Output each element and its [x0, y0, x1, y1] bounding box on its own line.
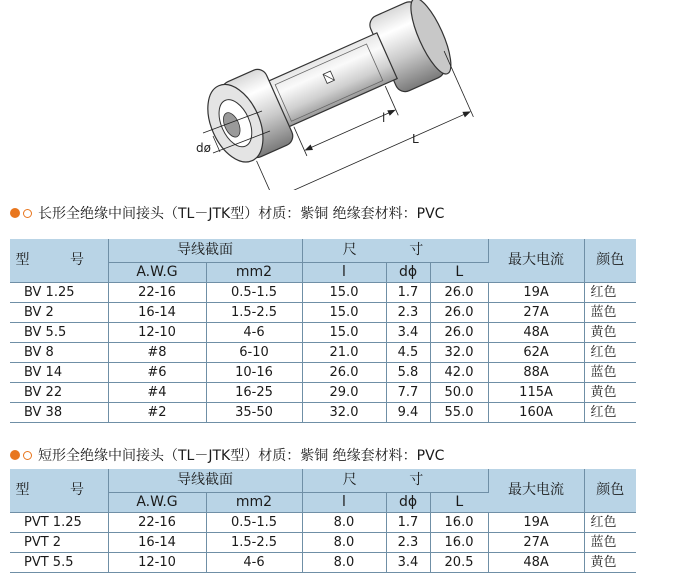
cell-l: 32.0: [302, 403, 386, 423]
cell-awg: #8: [108, 343, 206, 363]
cell-mm2: 10-16: [206, 363, 302, 383]
header-dphi: dϕ: [386, 263, 430, 283]
header-color: 颜色: [584, 469, 636, 513]
cell-current: 48A: [488, 323, 584, 343]
cell-color: 红色: [584, 513, 636, 533]
dim-d-label: dø: [196, 141, 211, 155]
header-size: 尺 寸: [302, 469, 488, 493]
cell-mm2: 1.5-2.5: [206, 303, 302, 323]
table-row: [10, 303, 636, 323]
table-row: [10, 343, 636, 363]
cell-model: PVT 2: [10, 533, 108, 553]
header-dphi: dϕ: [386, 493, 430, 513]
cell-current: 19A: [488, 513, 584, 533]
bullet-ring-icon: [23, 209, 32, 218]
table-row: [10, 403, 636, 423]
cell-dphi: 2.3: [386, 533, 430, 553]
table-row: [10, 513, 636, 533]
cell-model: BV 14: [10, 363, 108, 383]
bullet-filled-icon: [10, 450, 20, 460]
header-size: 尺 寸: [302, 239, 488, 263]
header-L: L: [430, 493, 488, 513]
header-awg: A.W.G: [108, 493, 206, 513]
cell-l: 15.0: [302, 303, 386, 323]
cell-awg: #6: [108, 363, 206, 383]
cell-color: 蓝色: [584, 533, 636, 553]
cell-awg: 12-10: [108, 323, 206, 343]
cell-color: 红色: [584, 403, 636, 423]
cell-mm2: 1.5-2.5: [206, 533, 302, 553]
table-row: [10, 553, 636, 573]
cell-awg: #2: [108, 403, 206, 423]
section2-table: [10, 469, 636, 573]
butt-connector-drawing: [0, 0, 690, 190]
cell-dphi: 5.8: [386, 363, 430, 383]
cell-mm2: 16-25: [206, 383, 302, 403]
bullet-ring-icon: [23, 451, 32, 460]
cell-current: 27A: [488, 533, 584, 553]
cell-color: 蓝色: [584, 363, 636, 383]
cell-l: 8.0: [302, 553, 386, 573]
cell-mm2: 4-6: [206, 323, 302, 343]
cell-color: 蓝色: [584, 303, 636, 323]
cell-model: PVT 1.25: [10, 513, 108, 533]
cell-current: 48A: [488, 553, 584, 573]
cell-L: 16.0: [430, 513, 488, 533]
cell-current: 19A: [488, 283, 584, 303]
cell-dphi: 3.4: [386, 553, 430, 573]
cell-awg: 12-10: [108, 553, 206, 573]
header-model: 型 号: [10, 469, 108, 513]
cell-model: BV 22: [10, 383, 108, 403]
cell-l: 8.0: [302, 513, 386, 533]
cell-awg: 16-14: [108, 303, 206, 323]
header-current: 最大电流: [488, 239, 584, 283]
cell-L: 32.0: [430, 343, 488, 363]
cell-current: 62A: [488, 343, 584, 363]
cell-l: 15.0: [302, 283, 386, 303]
cell-color: 黄色: [584, 553, 636, 573]
header-l: l: [302, 493, 386, 513]
cell-l: 29.0: [302, 383, 386, 403]
cell-l: 21.0: [302, 343, 386, 363]
cell-L: 16.0: [430, 533, 488, 553]
cell-color: 红色: [584, 283, 636, 303]
cell-mm2: 6-10: [206, 343, 302, 363]
section1-title: [10, 203, 444, 223]
cell-mm2: 35-50: [206, 403, 302, 423]
header-model: 型 号: [10, 239, 108, 283]
dim-L-label: L: [412, 132, 419, 146]
cell-dphi: 9.4: [386, 403, 430, 423]
cell-model: BV 8: [10, 343, 108, 363]
header-mm2: mm2: [206, 263, 302, 283]
cell-color: 黄色: [584, 323, 636, 343]
cell-dphi: 7.7: [386, 383, 430, 403]
cell-dphi: 1.7: [386, 283, 430, 303]
cell-dphi: 3.4: [386, 323, 430, 343]
header-L: L: [430, 263, 488, 283]
cell-model: BV 1.25: [10, 283, 108, 303]
cell-dphi: 1.7: [386, 513, 430, 533]
cell-current: 88A: [488, 363, 584, 383]
section1-table: [10, 239, 636, 423]
cell-mm2: 4-6: [206, 553, 302, 573]
cell-model: PVT 5.5: [10, 553, 108, 573]
cell-model: BV 5.5: [10, 323, 108, 343]
header-mm2: mm2: [206, 493, 302, 513]
section2-title-text: 短形全绝缘中间接头（TL－JTK型）材质：紫铜 绝缘套材料：PVC: [38, 448, 445, 464]
cell-l: 8.0: [302, 533, 386, 553]
cell-L: 55.0: [430, 403, 488, 423]
cell-current: 160A: [488, 403, 584, 423]
cell-awg: 16-14: [108, 533, 206, 553]
cell-L: 42.0: [430, 363, 488, 383]
cell-model: BV 2: [10, 303, 108, 323]
cell-awg: 22-16: [108, 283, 206, 303]
cell-color: 红色: [584, 343, 636, 363]
table-row: [10, 533, 636, 553]
header-current: 最大电流: [488, 469, 584, 513]
cell-mm2: 0.5-1.5: [206, 513, 302, 533]
cell-dphi: 2.3: [386, 303, 430, 323]
table-row: [10, 283, 636, 303]
cell-awg: #4: [108, 383, 206, 403]
cell-L: 26.0: [430, 303, 488, 323]
section2-title: [10, 445, 444, 465]
cell-current: 27A: [488, 303, 584, 323]
cell-dphi: 4.5: [386, 343, 430, 363]
bullet-filled-icon: [10, 208, 20, 218]
cell-l: 26.0: [302, 363, 386, 383]
dim-l-label: l: [382, 111, 386, 125]
cell-L: 26.0: [430, 323, 488, 343]
cell-L: 26.0: [430, 283, 488, 303]
cell-current: 115A: [488, 383, 584, 403]
table-row: [10, 383, 636, 403]
header-l: l: [302, 263, 386, 283]
cell-mm2: 0.5-1.5: [206, 283, 302, 303]
section1-title-text: 长形全绝缘中间接头（TL－JTK型）材质：紫铜 绝缘套材料：PVC: [38, 206, 445, 222]
cell-l: 15.0: [302, 323, 386, 343]
table-row: [10, 323, 636, 343]
cell-model: BV 38: [10, 403, 108, 423]
header-color: 颜色: [584, 239, 636, 283]
cell-color: 黄色: [584, 383, 636, 403]
table-row: [10, 363, 636, 383]
cell-L: 20.5: [430, 553, 488, 573]
header-awg: A.W.G: [108, 263, 206, 283]
cell-awg: 22-16: [108, 513, 206, 533]
cell-L: 50.0: [430, 383, 488, 403]
header-conductor: 导线截面: [108, 239, 302, 263]
header-conductor: 导线截面: [108, 469, 302, 493]
